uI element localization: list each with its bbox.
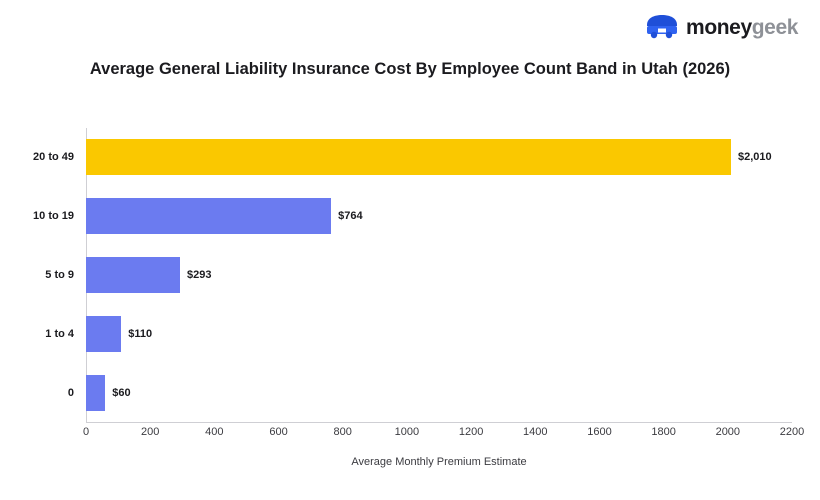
category-label: 5 to 9 [45, 268, 74, 281]
bar-value-label: $764 [338, 210, 363, 223]
x-tick-label: 400 [205, 426, 224, 438]
moneygeek-logo [645, 14, 798, 40]
bar-row [33, 128, 792, 187]
bar[interactable] [86, 257, 180, 293]
chart-title: Average General Liability Insurance Cost By Employee Count Band in Utah (2026) [89, 60, 731, 78]
x-tick-label: 600 [269, 426, 288, 438]
x-tick-label: 200 [140, 426, 160, 438]
category-label: 10 to 19 [33, 210, 74, 223]
bar-value-label: $293 [187, 268, 212, 281]
bar-rows [33, 128, 792, 422]
x-tick-label: 1400 [523, 426, 548, 438]
x-axis-line [86, 422, 792, 423]
bar-value-label: $60 [112, 386, 131, 399]
x-tick-label: 1200 [458, 426, 484, 438]
logo-text-money: money [686, 15, 752, 39]
x-tick-label: 1800 [651, 426, 676, 438]
category-label: 1 to 4 [45, 327, 74, 340]
plot-area [33, 128, 792, 422]
x-tick-label: 800 [333, 426, 352, 438]
bar-row [33, 187, 792, 246]
bar-row [45, 304, 792, 363]
bar-row [67, 363, 792, 422]
logo-wordmark [686, 17, 798, 38]
bar[interactable] [86, 139, 731, 175]
category-label: 0 [67, 386, 74, 399]
x-axis-title: Average Monthly Premium Estimate [351, 456, 527, 468]
bar-value-label: $2,010 [738, 151, 772, 164]
category-label: 20 to 49 [33, 151, 74, 164]
bar[interactable] [86, 198, 331, 234]
moneygeek-logo-icon [645, 14, 679, 40]
logo-text-geek: geek [751, 15, 798, 39]
bar[interactable] [86, 316, 121, 352]
bar-value-label: $110 [128, 327, 153, 340]
x-axis-ticks [82, 426, 805, 444]
bar-row [45, 246, 792, 305]
x-tick-label: 1600 [587, 426, 612, 438]
bar[interactable] [86, 375, 105, 411]
x-tick-label: 2000 [715, 426, 741, 438]
x-tick-label: 2200 [779, 426, 805, 438]
x-tick-label: 0 [82, 426, 90, 438]
x-tick-label: 1000 [394, 426, 420, 438]
